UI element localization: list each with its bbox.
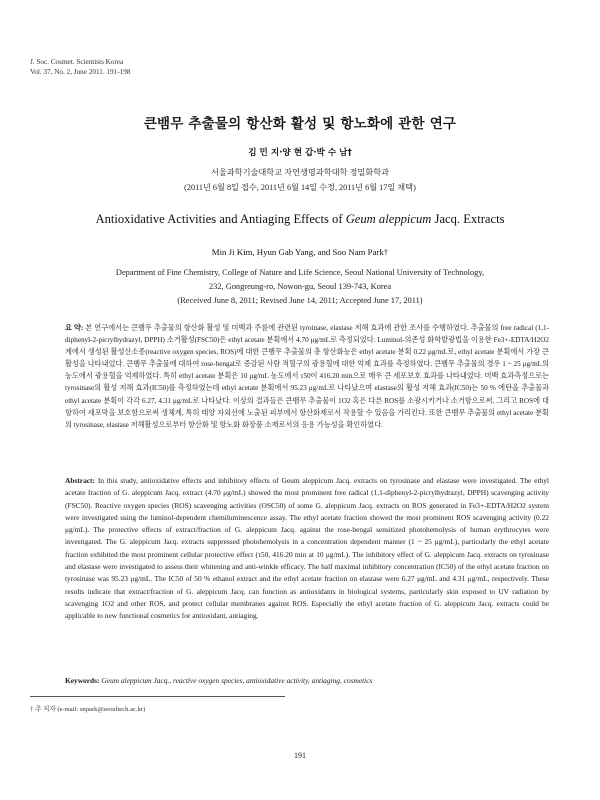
- footnote-divider: [30, 696, 285, 697]
- page-number: 191: [294, 751, 306, 760]
- title-english-suffix: Jacq. Extracts: [431, 212, 505, 226]
- abstract-english-text: In this study, antioxidative effects and inhibitory effects of Geum aleppicum Jacq. extracts on tyrosinase and elastase were investigated. The ethyl acetate fraction of G. aleppicum Jacq. extract (4.70 μg/mL) showed the most prominent free radical (1,1-diphenyl-2-picrylhydrazyl, DPPH) scavenging activity (FSC50). Reactive oxygen species (ROS) scavenging activities (OSC50) of some G. aleppicum Jacq. extracts on ROS generated in Fe3+-EDTA/H2O2 system were investigated using the luminol-dependent chemiluminescence assay. The ethyl acetate fraction showed the most prominent ROS scavenging activity (0.22 μg/mL). The protective effects of extract/fraction of G. aleppicum Jacq. against the rose-bengal sensitized photohemolysis of human erythrocytes were investigated. The G. aleppicum Jacq. extracts suppressed photohemolysis in a concentration dependent manner (1 ~ 25 μg/mL), particularly the ethyl acetate fraction exhibited the most prominent cellular protective effect (τ50, 416.20 min at 10 μg/mL). The inhibitory effect of G. aleppicum Jacq. extracts on tyrosinase and elastase were investigated to assess their whitening and anti-winkle efficacy. The half maximal inhibitory concentration (IC50) of the ethyl acetate fraction on tyrosinase was 95.23 μg/mL. The IC50 of 50 % ethanol extract and the ethyl acetate fraction on elastase were 6.27 μg/mL and 4.31 μg/mL, respectively. These results indicate that extract/fraction of G. aleppicum Jacq. can function as antioxidants in biological systems, particularly skin exposed to UV radiation by scavenging 1O2 and other ROS, and protect cellular membranes against ROS. Especially the ethyl acetate fraction of G. aleppicum Jacq. extracts could be applicable to new functional cosmetics for antioxidant, antiaging.: [65, 476, 549, 621]
- abstract-english-label: Abstract:: [65, 476, 95, 485]
- keywords: [65, 675, 549, 686]
- journal-header: [30, 57, 130, 77]
- department-english-line2: 232, Gongreung-ro, Nowon-gu, Seoul 139-743, Korea: [208, 282, 392, 291]
- abstract-english: [65, 475, 549, 623]
- keywords-label: Keywords:: [65, 676, 100, 685]
- affiliation-korean: [0, 165, 600, 195]
- title-english-species: Geum aleppicum: [345, 212, 432, 226]
- title-korean: 큰뱀무 추출물의 항산화 활성 및 항노화에 관한 연구: [143, 116, 457, 132]
- title-english: [0, 212, 600, 227]
- abstract-korean-text: 본 연구에서는 큰뱀무 추출물의 항산화 활성 및 미백과 주름에 관련된 tyroinase, elastase 저해 효과에 관한 조사를 수행하였다. 추출물의 free radical (1,1-diphenyl-2-picrylhydrazyl, DPPH) 소거활성(FSC50)은 ethyl acetate 분획에서 4.70 μg/mL로 측정되었다. Luminol-의존성 화학발광법을 이용한 Fe3+-EDTA/H2O2 계에서 생성된 활성산소종(reactive oxygen species, ROS)에 대한 큰뱀무 추출물의 총 항산화능은 ethyl acetate 분획 0.22 μg/mL로, ethyl acetate 분획에서 가장 큰 활성을 나타내었다. 큰뱀무 추출물에 대하여 rose-bengal로 증감된 사람 적혈구의 광용혈에 대한 억제 효과를 측정하였다. 큰뱀무 추출물의 경우 1 ~ 25 μg/mL의 농도에서 광용혈을 억제하였다. 특히 ethyl acetate 분획은 10 μg/mL 농도에서 τ50이 416.20 min으로 매우 큰 세포보호 효과를 나타내었다. 미백 효과측정으로는 tyrosinase의 활성 저해 효과(IC50)를 측정하였는데 ethyl acetate 분획에서 95.23 μg/mL로 나타났으며 elastase의 활성 저해 효과(IC50)는 50 % 에탄올 추출물과 ethyl acetate 분획이 각각 6.27, 4.31 μg/mL로 나타났다. 이상의 결과들은 큰뱀무 추출물이 1O2 혹은 다른 ROS를 소광시키거나 소거함으로써, 그리고 ROS에 대항하여 세포막을 보호함으로써 생체계, 특히 태양 자외선에 노출된 피부에서 항산화제로서 작용할 수 있음을 가리킨다. 또한 큰뱀무 추출물의 ethyl acetate 분획의 tyrosinase, elastase 저해활성으로부터 항산화 및 항노화 화장품 소재로서의 응용 가능성을 확인하였다.: [65, 324, 549, 429]
- journal-volume: Vol. 37, No. 2, June 2011. 191-198: [30, 68, 131, 76]
- authors-english: Min Ji Kim, Hyun Gab Yang, and Soo Nam Park†: [211, 247, 389, 257]
- keywords-text: Geum aleppicum Jacq., reactive oxygen species, antioxidative activity, antiaging, cosmetics: [99, 676, 373, 685]
- affiliation-english: [0, 266, 600, 308]
- department-english-line1: Department of Fine Chemistry, College of Nature and Life Science, Seoul National University of Technology,: [115, 268, 485, 277]
- authors-korean: 김 민 지·양 현 갑·박 수 남†: [248, 148, 352, 158]
- corresponding-author-footnote: † 주 저자 (e-mail: snpark@seoultech.ac.kr): [30, 706, 146, 713]
- dates-english: (Received June 8, 2011; Revised June 14, 2011; Accepted June 17, 2011): [177, 296, 423, 305]
- title-english-prefix: Antioxidative Activities and Antiaging Effects of: [95, 212, 346, 226]
- journal-name: J. Soc. Cosmet. Scientists Korea: [30, 58, 124, 66]
- dates-korean: (2011년 6월 8일 접수, 2011년 6월 14일 수정, 2011년 6월 17일 채택): [184, 183, 416, 192]
- abstract-korean: [65, 322, 549, 431]
- department-korean: 서울과학기술대학교 자연생명과학대학 정밀화학과: [210, 168, 390, 177]
- abstract-korean-label: 요 약:: [65, 324, 84, 332]
